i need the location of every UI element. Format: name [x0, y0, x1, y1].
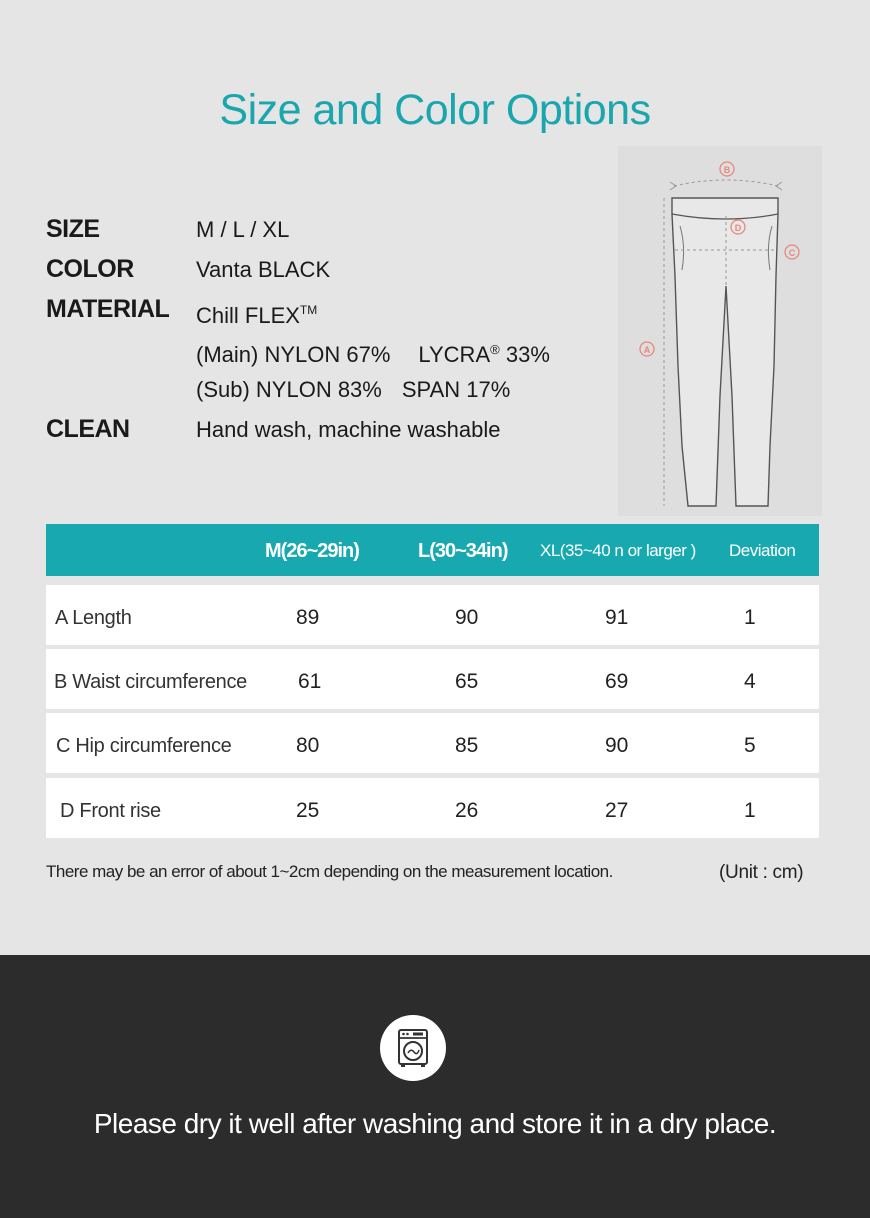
spec-size-value: M / L / XL	[196, 217, 290, 242]
material-name: Chill FLEX	[196, 303, 300, 328]
spec-clean-label: CLEAN	[46, 415, 130, 443]
material-main-composition	[196, 332, 550, 373]
cell-m: 89	[296, 606, 320, 629]
label-d: D	[734, 223, 742, 233]
cell-m: 61	[298, 670, 322, 693]
washing-machine-glyph	[380, 1015, 446, 1081]
cell-xl: 91	[605, 606, 629, 629]
cell-deviation: 1	[744, 606, 756, 629]
trademark-mark: TM	[299, 303, 318, 317]
spec-color-label: COLOR	[46, 255, 134, 283]
registered-mark: ®	[490, 342, 500, 357]
table-row	[46, 713, 819, 773]
cell-xl: 90	[605, 734, 629, 757]
main-nylon: (Main) NYLON 67%	[196, 342, 391, 367]
leggings-illustration	[618, 146, 822, 516]
row-label: D Front rise	[60, 800, 161, 822]
care-footer	[0, 955, 870, 1218]
label-a: A	[643, 345, 651, 355]
label-b: B	[723, 165, 731, 175]
cell-l: 26	[455, 799, 479, 822]
measurement-note: There may be an error of about 1~2cm depending on the measurement location.	[46, 862, 613, 881]
table-row	[46, 649, 819, 709]
cell-l: 85	[455, 734, 479, 757]
cell-xl: 27	[605, 799, 629, 822]
header-m: M(26~29in)	[265, 540, 359, 562]
cell-deviation: 4	[744, 670, 756, 693]
page-title: Size and Color Options	[219, 86, 651, 134]
table-row	[46, 585, 819, 645]
header-xl: XL(35~40 n or larger )	[540, 541, 696, 560]
size-table-header	[46, 524, 819, 576]
sub-nylon: (Sub) NYLON 83%	[196, 377, 382, 402]
waist-arrow-left	[670, 182, 676, 190]
table-row	[46, 778, 819, 838]
main-lycra-percent: 33%	[505, 342, 550, 367]
header-deviation: Deviation	[729, 541, 796, 560]
unit-label: (Unit : cm)	[719, 862, 804, 883]
cell-l: 65	[455, 670, 479, 693]
spec-material-label: MATERIAL	[46, 295, 170, 323]
main-lycra: LYCRA	[418, 342, 491, 367]
material-sub-composition	[196, 372, 510, 408]
row-label: A Length	[55, 607, 132, 629]
cell-l: 90	[455, 606, 479, 629]
row-label: C Hip circumference	[56, 735, 232, 757]
cell-xl: 69	[605, 670, 629, 693]
leggings-outline	[672, 198, 778, 506]
spec-size-label: SIZE	[46, 215, 100, 243]
sub-span: SPAN 17%	[401, 377, 511, 402]
spec-clean-value: Hand wash, machine washable	[196, 417, 501, 442]
waist-arc	[674, 180, 778, 186]
waist-arrow-right	[776, 182, 782, 190]
washing-machine-icon	[380, 1015, 446, 1081]
cell-m: 25	[296, 799, 320, 822]
spec-color-value: Vanta BLACK	[196, 257, 331, 282]
leggings-measurement-diagram	[618, 146, 822, 516]
spec-material-value	[196, 292, 317, 334]
cell-m: 80	[296, 734, 320, 757]
care-instruction: Please dry it well after washing and store it in a dry place.	[93, 1108, 777, 1139]
row-label: B Waist circumference	[54, 671, 248, 693]
cell-deviation: 1	[744, 799, 756, 822]
label-c: C	[788, 248, 796, 258]
cell-deviation: 5	[744, 734, 756, 757]
header-l: L(30~34in)	[418, 540, 508, 562]
